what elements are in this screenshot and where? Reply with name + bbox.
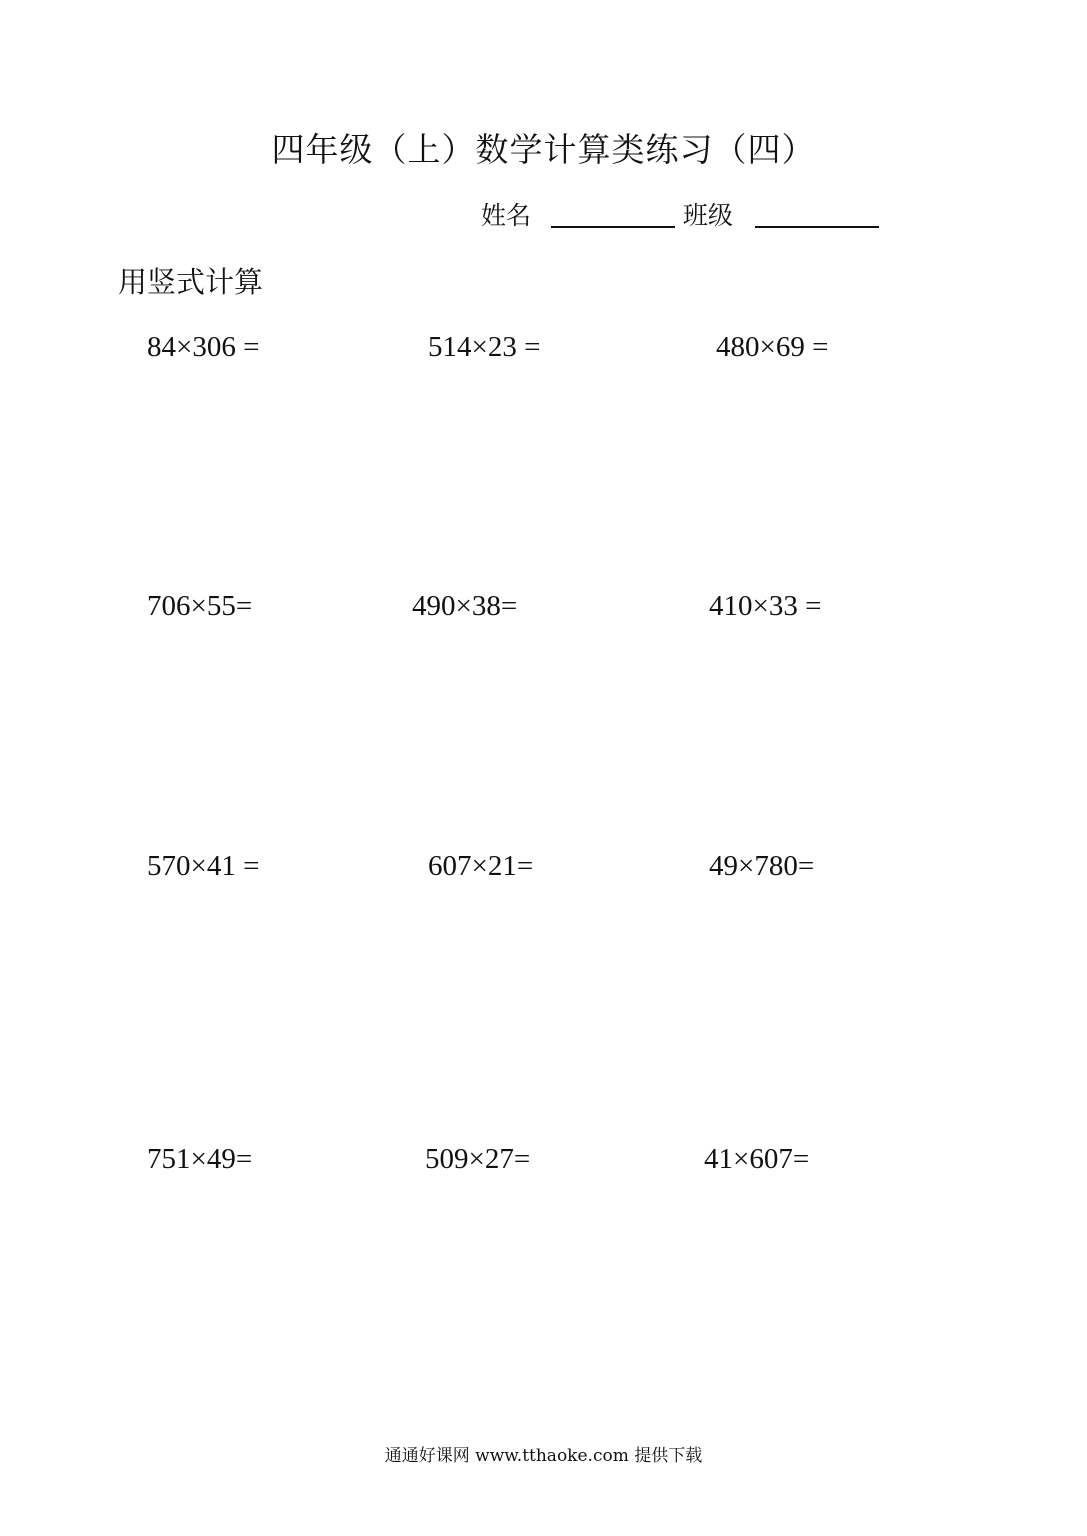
problem-item: 514×23 = — [428, 331, 541, 363]
problem-item: 751×49= — [147, 1143, 253, 1175]
footer-credit: 通通好课网 www.tthaoke.com 提供下载 — [384, 1446, 703, 1466]
student-info-row — [481, 198, 879, 234]
problem-item: 41×607= — [704, 1143, 810, 1175]
section-heading: 用竖式计算 — [118, 265, 264, 299]
problem-item: 607×21= — [428, 850, 534, 882]
problem-item: 410×33 = — [709, 590, 822, 622]
name-label: 姓名 — [481, 201, 532, 230]
class-blank-line — [755, 198, 879, 228]
problem-item: 49×780= — [709, 850, 815, 882]
problem-item: 84×306 = — [147, 331, 260, 363]
problem-item: 509×27= — [425, 1143, 531, 1175]
problem-item: 490×38= — [412, 590, 518, 622]
page-title: 四年级（上）数学计算类练习（四） — [271, 130, 816, 169]
problem-item: 570×41 = — [147, 850, 260, 882]
name-blank-line — [551, 198, 675, 228]
problem-item: 706×55= — [147, 590, 253, 622]
class-label: 班级 — [682, 201, 733, 230]
problem-item: 480×69 = — [716, 331, 829, 363]
